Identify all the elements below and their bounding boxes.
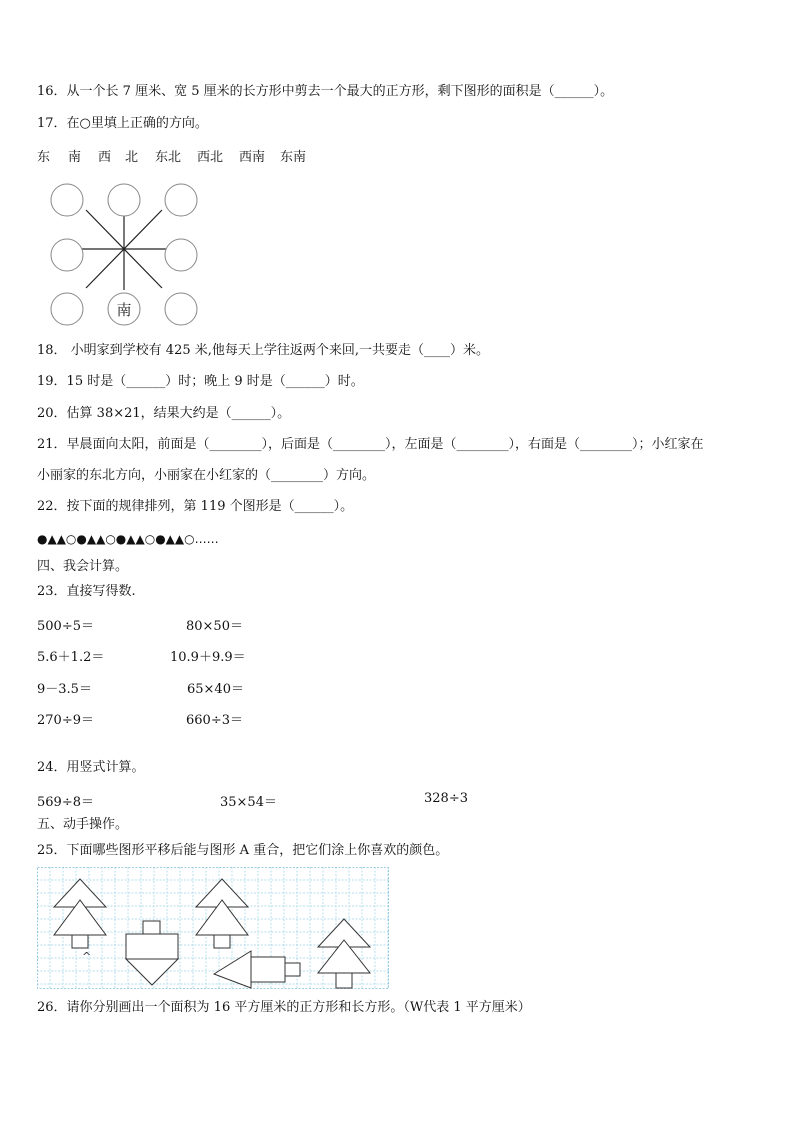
question-22: 22．按下面的规律排列，第 119 个图形是（______）。: [37, 499, 354, 514]
arrow-figure-left[interactable]: [214, 951, 300, 988]
grid-caret-mark: ^: [82, 950, 92, 963]
question-25: 25．下面哪些图形平移后能与图形 A 重合，把它们涂上你喜欢的颜色。: [37, 843, 449, 858]
calc-item: 500÷5＝: [37, 619, 94, 634]
direction-word: 北: [125, 150, 139, 165]
direction-word: 西南: [239, 150, 266, 165]
section-4-heading: 四、我会计算。: [37, 559, 129, 574]
calc-item: 270÷9＝: [37, 713, 94, 728]
arrow-figure-down[interactable]: [126, 921, 178, 985]
tree-figure-right[interactable]: [318, 919, 370, 988]
direction-word: 东北: [155, 150, 182, 165]
tree-figure-middle[interactable]: [196, 879, 248, 948]
compass-south-label: 南: [116, 301, 132, 319]
calc-item: 660÷3＝: [186, 713, 243, 728]
question-21-line2: 小丽家的东北方向，小丽家在小红家的（________）方向。: [37, 468, 376, 483]
question-17: 17．在○里填上正确的方向。: [37, 116, 208, 131]
question-18: 18． 小明家到学校有 425 米,他每天上学往返两个来回,一共要走（____）米。: [37, 343, 490, 358]
direction-circle-nw[interactable]: [51, 184, 83, 216]
direction-word: 西北: [197, 150, 224, 165]
question-24: 24．用竖式计算。: [37, 760, 145, 775]
calc-item: 65×40＝: [187, 682, 244, 697]
direction-circle-se[interactable]: [165, 293, 197, 325]
vertical-calc-item: 35×54＝: [220, 795, 277, 810]
question-26: 26．请你分别画出一个面积为 16 平方厘米的正方形和长方形。（W代表 1 平方厘米）: [37, 1000, 531, 1015]
question-21-line1: 21．早晨面向太阳，前面是（________），后面是（________），左面是（________），右面是（________）；小红家在: [37, 437, 704, 452]
calc-item: 9－3.5＝: [37, 682, 92, 697]
direction-circle-w[interactable]: [51, 239, 83, 271]
question-20: 20．估算 38×21，结果大约是（______）。: [37, 406, 291, 421]
shape-pattern: ●▲▲○●▲▲○●▲▲○●▲▲○……: [37, 532, 219, 546]
direction-circle-sw[interactable]: [51, 293, 83, 325]
direction-word: 东南: [280, 150, 307, 165]
section-5-heading: 五、动手操作。: [37, 817, 129, 832]
vertical-calc-item: 569÷8＝: [37, 795, 94, 810]
vertical-calc-item: 328÷3: [424, 791, 468, 806]
direction-circle-ne[interactable]: [165, 184, 197, 216]
translation-grid-figure: [37, 867, 389, 989]
tree-figure-a[interactable]: [54, 879, 106, 948]
calc-item: 80×50＝: [186, 619, 243, 634]
direction-circle-n[interactable]: [108, 184, 140, 216]
direction-word: 东: [37, 150, 51, 165]
direction-circle-e[interactable]: [165, 239, 197, 271]
calc-item: 5.6＋1.2＝: [37, 650, 105, 665]
calc-item: 10.9＋9.9＝: [170, 650, 246, 665]
direction-word: 西: [98, 150, 112, 165]
question-23: 23．直接写得数.: [37, 584, 136, 599]
direction-word: 南: [68, 150, 82, 165]
compass-diagram: [40, 178, 210, 328]
question-16: 16．从一个长 7 厘米、宽 5 厘米的长方形中剪去一个最大的正方形，剩下图形的面积是（______）。: [37, 84, 614, 99]
question-19: 19．15 时是（______）时；晚上 9 时是（______）时。: [37, 374, 364, 389]
